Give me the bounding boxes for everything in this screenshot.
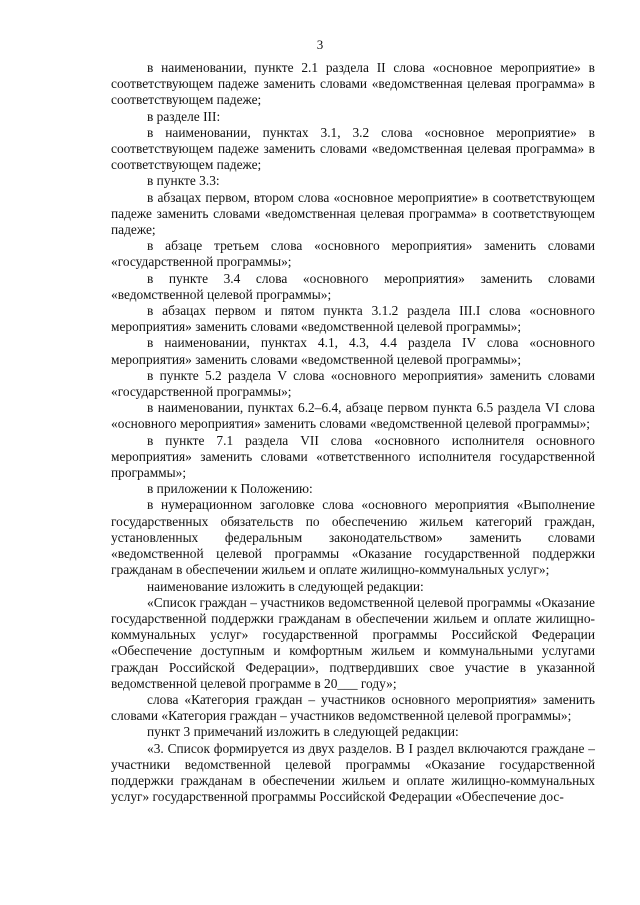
paragraph: в абзацах первом и пятом пункта 3.1.2 раздела III.I слова «основного мероприятия» заменить словами «ведомственной целевой программы»; (111, 303, 595, 335)
paragraph: слова «Категория граждан – участников основного мероприятия» заменить словами «Категория граждан – участников ведомственной целевой программы»; (111, 691, 595, 724)
paragraph: в пункте 3.3: (147, 173, 220, 189)
paragraph: «Список граждан – участников ведомственной целевой программы «Оказание государственной поддержки гражданам в обеспечении жильем и оплате жилищно-коммунальных услуг» государственной программы Российской Федерации «Обеспечение доступным и комфортным жильем и коммунальными услугами граждан Российской Федерации», подтвердивших свое участие в указанной ведомственной целевой программе в 20___ году»; (111, 594, 595, 691)
paragraph: в наименовании, пунктах 3.1, 3.2 слова «основное мероприятие» в соответствующем падеже заменить словами «ведомственная целевая программа» в соответствующем падеже; (111, 124, 595, 173)
paragraph: в разделе III: (147, 108, 221, 124)
page-number: 3 (316, 37, 324, 52)
paragraph: в пункте 3.4 слова «основного мероприятия» заменить словами «ведомственной целевой программы»; (111, 270, 595, 302)
paragraph: «3. Список формируется из двух разделов. В I раздел включаются граждане – участники ведомственной целевой программы «Оказание государственной поддержки гражданам в обеспечении жильем и оплате жилищно-коммунальных услуг» государственной программы Российской Федерации «Обеспечение дос- (111, 740, 595, 805)
paragraph: в абзаце третьем слова «основного мероприятия» заменить словами «государственной программы»; (111, 238, 595, 270)
paragraph: в наименовании, пунктах 6.2–6.4, абзаце первом пункта 6.5 раздела VI слова «основного мероприятия» заменить словами «ведомственной целевой программы»; (111, 400, 595, 432)
paragraph: в пункте 5.2 раздела V слова «основного мероприятия» заменить словами «государственной программы»; (111, 367, 595, 400)
paragraph: в наименовании, пункте 2.1 раздела II слова «основное мероприятие» в соответствующем падеже заменить словами «ведомственная целевая программа» в соответствующем падеже; (111, 60, 595, 108)
paragraph: в абзацах первом, втором слова «основное мероприятие» в соответствующем падеже заменить словами «ведомственная целевая программа» в соответствующем падеже; (111, 189, 595, 238)
paragraph: наименование изложить в следующей редакции: (147, 578, 424, 594)
paragraph: в пункте 7.1 раздела VII слова «основного исполнителя основного мероприятия» заменить словами «ответственного исполнителя государственной программы»; (111, 432, 595, 481)
paragraph: в приложении к Положению: (147, 481, 313, 497)
paragraph: в наименовании, пунктах 4.1, 4.3, 4.4 раздела IV слова «основного мероприятия» заменить словами «ведомственной целевой программы»; (111, 335, 595, 367)
paragraph: в нумерационном заголовке слова «основного мероприятия «Выполнение государственных обязательств по обеспечению жильем категорий граждан, установленных федеральным законодательством» заменить словами «ведомственной целевой программы «Оказание государственной поддержки гражданам в обеспечении жильем и оплате жилищно-коммунальных услуг»; (111, 497, 595, 578)
paragraph: пункт 3 примечаний изложить в следующей редакции: (147, 724, 459, 740)
document-body (111, 60, 595, 805)
